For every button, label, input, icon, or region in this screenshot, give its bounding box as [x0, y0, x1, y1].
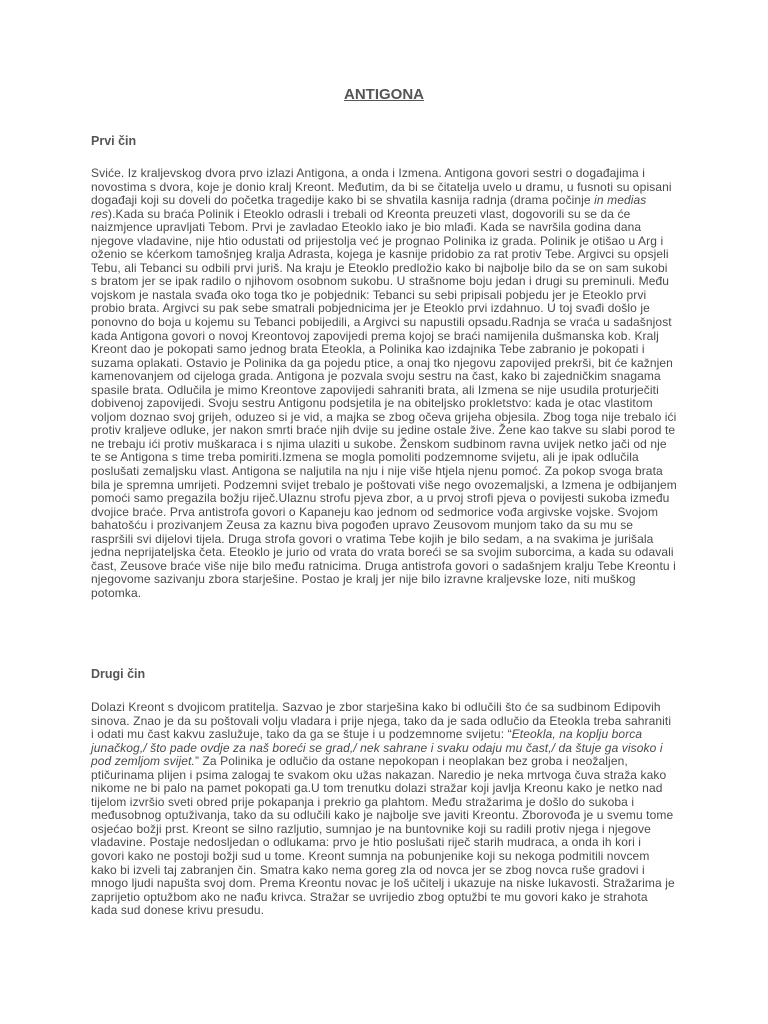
text-run: ” Za Polinika je odlučio da ostane nepokopan i neoplakan bez groba i neožaljen, ptičurinama plijen i psima zalogaj te svakom oku užas nakazan. Naredio je neka mrtvoga čuva straža kako nikome ne bi palo na pamet pokopati ga.U tom trenutku dolazi stražar koji javlja Kreonu kako je netko nad tijelom izvršio sveti obred prije pokapanja i prekrio ga plahtom. Među stražarima je došlo do sukoba i međusobnog optuživanja, tako da su odlučili kako je najbolje sve javiti Kreontu. Zborovođa je u svemu tome osjećao božji prst. Kreont se silno razljutio, sumnjao je na buntovnike koji su radili protiv njega i njegove vladavine. Postaje nedosljedan o odlukama: prvo je htio poslušati riječ starih mudraca, a onda ih kori i govori kako ne postoji božji sud u tome. Kreont sumnja na pobunjenike koji su nekoga podmitili novcem kako bi izveli taj zabranjen čin. Smatra kako nema goreg zla od novca jer se zbog novca ruše gradovi i mnogo ljudi napušta svoj dom. Prema Kreontu novac je loš učitelj i ukazuje na niske lukavosti. Stražarima je zaprijetio optužbom ako ne nađu krivca. Stražar se uvrijedio zbog optužbi te mu govori kako je strahota kada sud donese krivu presudu.	[91, 754, 675, 918]
section-heading-prvi-cin: Prvi čin	[91, 134, 137, 148]
text-run: ).Kada su braća Polinik i Eteoklo odrasli i trebali od Kreonta preuzeti vlast, dogovorili su se da će naizmjence upravljati Tebom. Prvi je zavladao Eteoklo iako je bio mlađi. Kada se navršila godina dana njegove vladavine, nije htio odustati od prijestolja već je prognao Polinika iz grada. Polinik je otišao u Arg i oženio se kćerkom tamošnjeg kralja Adrasta, kojega je kasnije pridobio za rat protiv Tebe. Argivci su opsjeli Tebu, ali Tebanci su odbili prvi juriš. Na kraju je Eteoklo predložio kako bi najbolje bilo da se on sam sukobi s bratom jer se ipak radilo o njihovom osobnom sukobu. U strašnome boju jedan i drugi su preminuli. Među vojskom je nastala svađa oko toga tko je pobjednik: Tebanci su sebi pripisali pobjedu jer je Eteoklo prvi probio brata. Argivci su pak sebe smatrali pobjednicima jer je Eteoklo prvi izdahnuo. U toj svađi došlo je ponovno do boja u kojemu su Tebanci pobijedili, a Argivci su napustili opsadu.Radnja se vraća u sadašnjost kada Antigona govori o novoj Kreontovoj zapovijedi prema kojoj se braći namijenila dušmanska kob. Kralj Kreont dao je pokopati samo jednog brata Eteokla, a Polinika kao izdajnika Tebe zabranio je pokopati i suzama oplakati. Ostavio je Polinika da ga pojedu ptice, a onaj tko njegovu zapovijed prekrši, bit će kažnjen kamenovanjem od cijeloga grada. Antigona je pozvala svoju sestru na čast, kako bi zajedničkim snagama spasile brata. Odlučila je mimo Kreontove zapovijedi sahraniti brata, ali Izmena se nije usudila proturječiti dobivenoj zapovijedi. Svoju sestru Antigonu podsjetila je na obiteljsko prokletstvo: kada je otac vlastitom voljom doznao svoj grijeh, oduzeo si je vid, a majka se zbog očeva grijeha objesila. Zbog toga nije trebalo ići protiv kraljeve odluke, jer nakon smrti braće njih dvije su jedine ostale žive. Žene kao takve su slabi porod te ne trebaju ići protiv muškaraca i s njima ulaziti u sukobe. Ženskom sudbinom ravna uvijek netko jači od nje te se Antigona s time treba pomiriti.Izmena se mogla pomoliti podzemnome svijetu, ali je ipak odlučila poslušati zemaljsku vlast. Antigona se naljutila na nju i nije više htjela njenu pomoć. Za pokop svoga brata bila je spremna umrijeti. Podzemni svijet trebalo je poštovati više nego ovozemaljski, a Izmena je odbijanjem pomoći samo pregazila božju riječ.Ulaznu strofu pjeva zbor, a u prvoj strofi pjeva o povijesti sukoba između dvojice braće. Prva antistrofa govori o Kapaneju kao jednom od sedmorice vođa argivske vojske. Svojom bahatošću i prozivanjem Zeusa za kaznu biva pogođen upravo Zeusovom munjom tako da su mu se raspršili svi dijelovi tijela. Druga strofa govori o vratima Tebe kojih je bilo sedam, a na svakima je jurišala jedna neprijateljska četa. Eteoklo je jurio od vrata do vrata boreći se sa svojim suborcima, a kada su odavali čast, Zeusove braće više nije bilo među ratnicima. Druga antistrofa govori o sadašnjem kralju Tebe Kreontu i njegovome sazivanju zbora starješine. Postao je kralj jer nije bilo izravne kraljevske loze, niti muškog potomka.	[91, 206, 677, 600]
italic-text-run: in medias res	[91, 193, 647, 221]
section-paragraph-prvi-cin	[91, 167, 677, 601]
text-run: Dolazi Kreont s dvojicom pratitelja. Sazvao je zbor starješina kako bi odlučili što će sa sudbinom Edipovih sinova. Znao je da su poštovali volju vladara i prije njega, tako da je sada odlučio da Eteokla treba sahraniti i odati mu čast kakvu zaslužuje, tako da ga se štuje i u podzemnome svijetu: “	[91, 700, 672, 742]
section-heading-drugi-cin: Drugi čin	[91, 667, 146, 681]
document-title: ANTIGONA	[344, 86, 424, 103]
section-paragraph-drugi-cin	[91, 701, 677, 918]
italic-text-run: Eteokla, na koplju borca junačkog,/ što pade ovdje za naš boreći se grad,/ nek sahrane i svaku odaju mu čast,/ da štuje ga visoko i pod zemljom svijet.	[91, 727, 663, 769]
text-run: Sviće. Iz kraljevskog dvora prvo izlazi Antigona, a onda i Izmena. Antigona govori sestri o događajima i novostima s dvora, koje je donio kralj Kreont. Međutim, da bi se čitatelja uvelo u dramu, u fusnoti su opisani događaji koji su doveli do početka tragedije kako bi se shvatila kasnija radnja (drama počinje	[91, 166, 672, 208]
